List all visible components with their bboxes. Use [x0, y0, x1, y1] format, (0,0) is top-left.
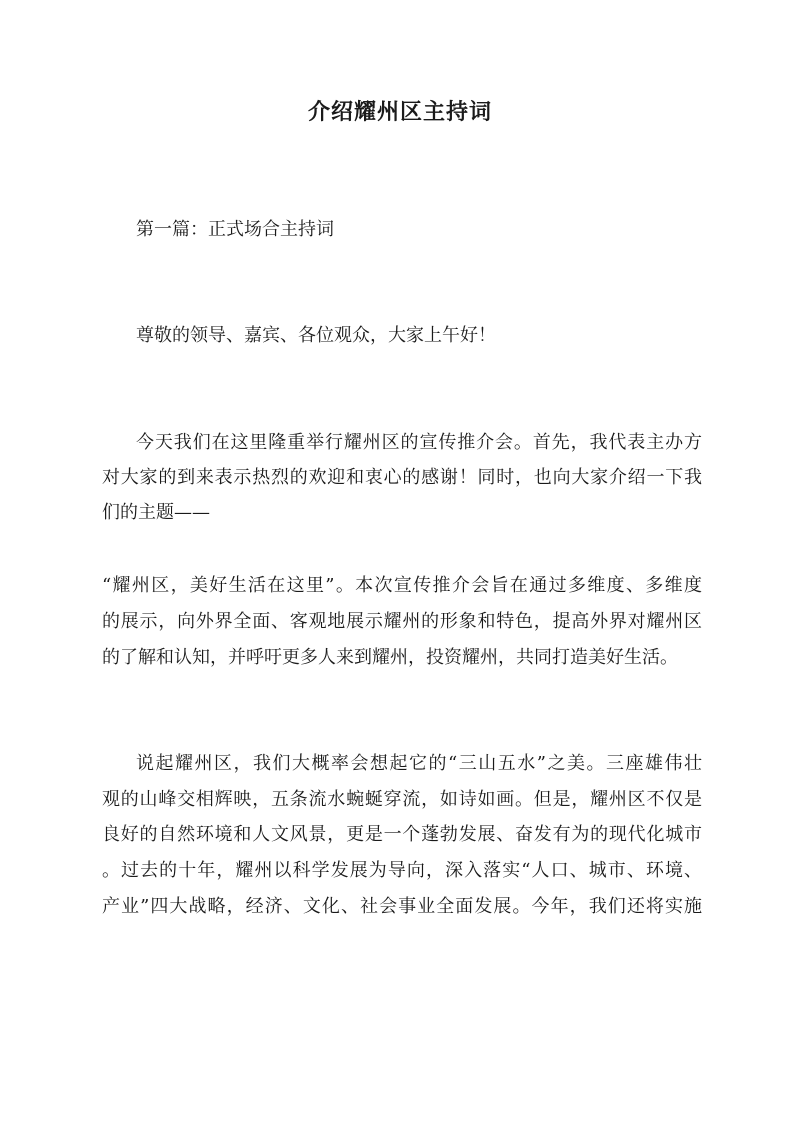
paragraph1-line-2: 对大家的到来表示热烈的欢迎和衷心的感谢！同时，也向大家介绍一下我	[102, 467, 702, 488]
section-heading: 第一篇：正式场合主持词	[136, 219, 334, 240]
paragraph1-line-3: 们的主题——	[102, 502, 210, 523]
paragraph1-line-5: 的展示，向外界全面、客观地展示耀州的形象和特色，提高外界对耀州区	[102, 611, 702, 632]
paragraph2-line-4: 。过去的十年，耀州以科学发展为导向，深入落实“人口、城市、环境、	[102, 860, 702, 881]
paragraph1-line-4: “耀州区，美好生活在这里”。本次宣传推介会旨在通过多维度、多维度	[102, 575, 702, 596]
document-title: 介绍耀州区主持词	[307, 99, 492, 125]
paragraph2-line-5: 产业”四大战略，经济、文化、社会事业全面发展。今年，我们还将实施	[102, 896, 702, 917]
paragraph2-line-3: 良好的自然环境和人文风景，更是一个蓬勃发展、奋发有为的现代化城市	[102, 824, 702, 845]
paragraph2-line-1: 说起耀州区，我们大概率会想起它的“三山五水”之美。三座雄伟壮	[136, 753, 702, 774]
paragraph1-line-1: 今天我们在这里隆重举行耀州区的宣传推介会。首先，我代表主办方	[136, 432, 702, 453]
greeting-line: 尊敬的领导、嘉宾、各位观众，大家上午好！	[136, 325, 496, 346]
paragraph2-line-2: 观的山峰交相辉映，五条流水蜿蜒穿流，如诗如画。但是，耀州区不仅是	[102, 789, 702, 810]
paragraph1-line-6: 的了解和认知，并呼吁更多人来到耀州，投资耀州，共同打造美好生活。	[102, 647, 678, 668]
